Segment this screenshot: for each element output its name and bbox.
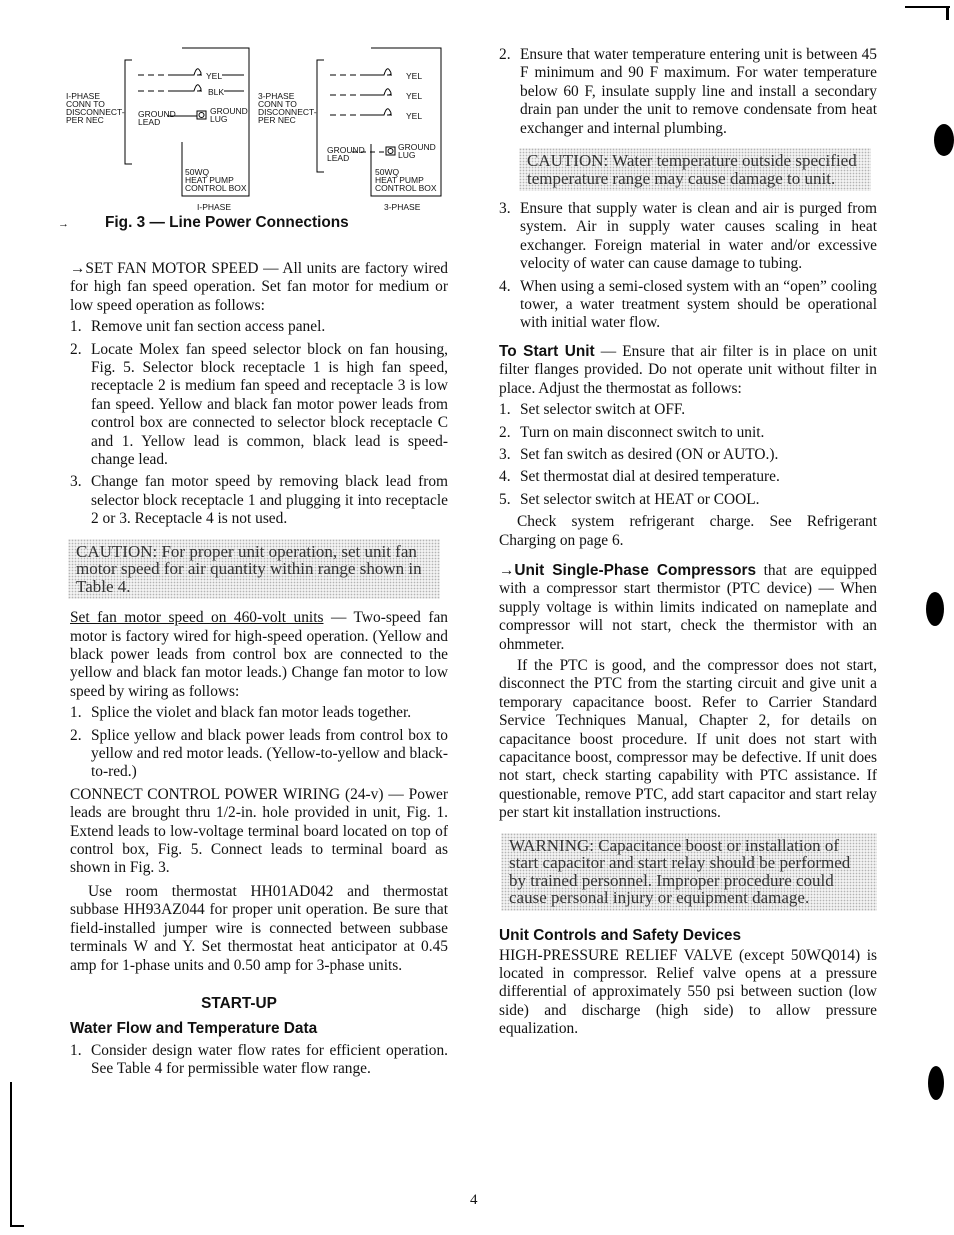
- punch-hole-mark: [934, 124, 954, 156]
- left-footer: I-PHASE: [197, 202, 232, 212]
- edge-mark: [10, 1225, 24, 1227]
- fan-intro: →SET FAN MOTOR SPEED — All units are factory wired for high fan speed operation. Set fan motor for medium or low speed operation as follows:: [70, 260, 448, 314]
- water-step: 2. Ensure that water temperature entering unit is between 45 F minimum and 90 F maximum. For water temperature below 60 F, insulate supply line and install a secondary drain pan under the unit to remove condensate from heat exchanger and internal plumbing.: [499, 46, 877, 137]
- warning-box: WARNING: Capacitance boost or installation of start capacitor and start relay should be performed by trained personnel. Improper procedure could cause personal injury or equipment damage.: [501, 833, 877, 911]
- start-unit-paragraph: To Start Unit — Ensure that air filter is in place on unit filter flanges provided. Do not operate unit without filter in place. Adjust the thermostat as follows:: [499, 342, 877, 397]
- right-side-label: 3-PHASE CONN TO DISCONNECT- PER NEC: [258, 91, 317, 125]
- figure-caption: [58, 214, 349, 232]
- caution-box-fan: CAUTION: For proper unit operation, set unit fan motor speed for air quantity within range shown in Table 4.: [68, 539, 440, 600]
- startup-heading: START-UP: [201, 994, 277, 1012]
- start-step: 3. Set fan switch as desired (ON or AUTO.).: [499, 445, 779, 463]
- ptc-paragraph: If the PTC is good, and the compressor does not start, disconnect the PTC from the starting circuit and give unit a temporary capacitance boost. Refer to Carrier Standard Service Techniques Manual, Chapter 2, for details on capacitance boost procedure. If unit does not start with capacitance boost, compressor may be defective. If unit does not start, check starting capability with PTC assistance. If questionable, remove PTC, add start capacitor and start relay per start kit installation instructions.: [499, 656, 877, 822]
- line-power-diagram: [62, 44, 452, 214]
- speed-460-title: Set fan motor speed on 460-volt units: [70, 609, 324, 627]
- speed-460-step: 2. Splice yellow and black power leads from control box to yellow and red motor leads. (Yellow-to-yellow and black-to-red.): [70, 726, 448, 781]
- start-unit-title: To Start Unit: [499, 342, 595, 360]
- right-column: [499, 46, 877, 1039]
- left-wire-yel: YEL: [206, 71, 223, 81]
- left-wire-blk: BLK: [208, 87, 225, 97]
- caption-text: Fig. 3 — Line Power Connections: [105, 214, 349, 231]
- water-step: 3. Ensure that supply water is clean and air is purged from system. Air in supply water causes scaling in heat exchanger. Foreign material in water and/or excessive velocity of water can cause damage to tubing.: [499, 200, 877, 273]
- left-ground-lead: GROUND LEAD: [138, 109, 176, 127]
- water-step: 1. Consider design water flow rates for efficient operation. See Table 4 for permissible water flow range.: [70, 1041, 448, 1078]
- edge-mark: [10, 1082, 12, 1227]
- start-step: 5. Set selector switch at HEAT or COOL.: [499, 490, 760, 508]
- fan-step: 1. Remove unit fan section access panel.: [70, 318, 326, 336]
- caution-box-water: CAUTION: Water temperature outside specified temperature range may cause damage to unit.: [519, 148, 871, 191]
- check-charge: Check system refrigerant charge. See Refrigerant Charging on page 6.: [499, 513, 877, 549]
- relief-valve: HIGH-PRESSURE RELIEF VALVE (except 50WQ014) is located in compressor. Relief valve opens at a pressure differential of approximately 550 psi between suction (low side) and discharge (high side) to allow pressure equalization.: [499, 946, 877, 1038]
- right-wire-2: YEL: [406, 91, 423, 101]
- left-box-label: 50WQ HEAT PUMP CONTROL BOX: [185, 167, 247, 193]
- corner-mark: [905, 6, 950, 8]
- right-footer: 3-PHASE: [384, 202, 421, 212]
- punch-hole-mark: [928, 1066, 944, 1100]
- right-box-label: 50WQ HEAT PUMP CONTROL BOX: [375, 167, 437, 193]
- control-wiring: CONNECT CONTROL POWER WIRING (24-v) — Power leads are brought thru 1/2-in. hole provided in unit, Fig. 1. Extend leads to low-voltage terminal board located on top of control box, Fig. 5. Connect leads to terminal board as shown in Fig. 3.: [70, 785, 448, 877]
- left-column: [70, 260, 448, 1079]
- compressors-paragraph: →Unit Single-Phase Compressors that are equipped with a compressor start thermistor (PTC device) — When supply voltage is within limits indicated on nameplate and compressor will not start, check the thermistor with an ohmmeter.: [499, 561, 877, 653]
- fan-step: 2. Locate Molex fan speed selector block on fan housing, Fig. 5. Selector block receptacle 1 is high fan speed, receptacle 2 is medium fan speed and receptacle 3 is low fan speed. Yellow and black fan motor power leads from control box are connected to selector block receptacle C and 1. Yellow lead is common, black lead is speed-change lead.: [70, 340, 448, 469]
- page-number: 4: [470, 1192, 478, 1208]
- right-wire-1: YEL: [406, 71, 423, 81]
- punch-hole-mark: [926, 592, 944, 626]
- right-ground-lug: GROUND LUG: [398, 142, 436, 160]
- right-ground-lead: GROUND LEAD: [327, 145, 365, 163]
- start-step: 1. Set selector switch at OFF.: [499, 401, 686, 419]
- start-step: 4. Set thermostat dial at desired temperature.: [499, 468, 780, 486]
- start-step: 2. Turn on main disconnect switch to unit.: [499, 423, 765, 441]
- water-heading: Water Flow and Temperature Data: [70, 1019, 318, 1037]
- controls-heading: Unit Controls and Safety Devices: [499, 926, 742, 944]
- thermostat-paragraph: Use room thermostat HH01AD042 and thermostat subbase HH93AZ044 for proper unit operation. Be sure that field-installed jumper wire is connected between subbase terminals W and Y. Set thermostat heat anticipator at 0.45 amp for 1-phase units and 0.50 amp for 3-phase units.: [70, 882, 448, 974]
- right-wire-3: YEL: [406, 111, 423, 121]
- speed-460-paragraph: Set fan motor speed on 460-volt units — Two-speed fan motor is factory wired for high-speed operation. (Yellow and black power leads from control box are connected to the yellow and black fan motor leads.) Change fan motor to low speed by wiring as follows:: [70, 609, 448, 700]
- fan-step: 3. Change fan motor speed by removing black lead from selector block receptacle 1 and plugging it into receptacle 2 or 3. Receptacle 4 is not used.: [70, 473, 448, 528]
- water-step: 4. When using a semi-closed system with an “open” cooling tower, a water treatment system should be operational with initial water flow.: [499, 277, 877, 332]
- speed-460-step: 1. Splice the violet and black fan motor leads together.: [70, 704, 412, 722]
- caption-arrow: →: [58, 218, 69, 230]
- compressors-title: →Unit Single-Phase Compressors: [499, 561, 757, 579]
- left-ground-lug: GROUND LUG: [210, 106, 248, 124]
- left-side-label: I-PHASE CONN TO DISCONNECT- PER NEC: [66, 91, 125, 125]
- corner-mark: [946, 6, 949, 20]
